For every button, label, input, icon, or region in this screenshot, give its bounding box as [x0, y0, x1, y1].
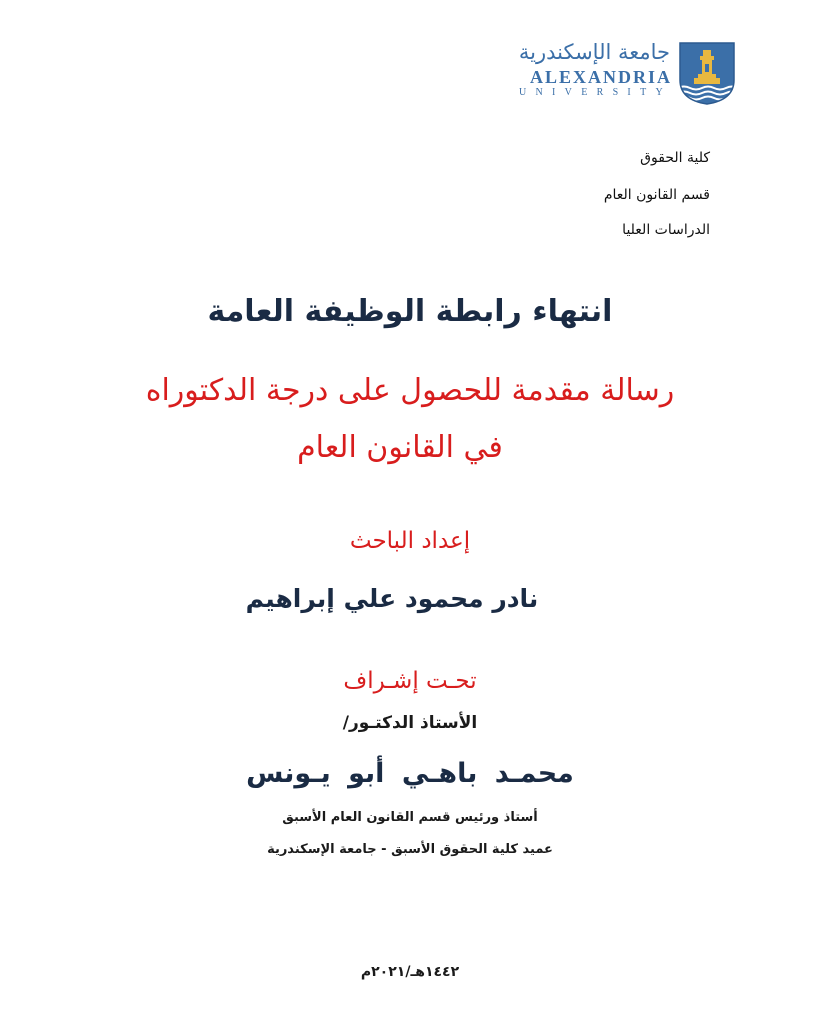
logo-english-text: ALEXANDRIA	[529, 67, 672, 87]
thesis-title: انتهاء رابطة الوظيفة العامة	[207, 294, 613, 329]
logo-arabic-text: جامعة الإسكندرية	[518, 40, 670, 64]
logo-university-text: UNIVERSITY	[519, 87, 672, 98]
department-line: قسم القانون العام	[603, 187, 710, 203]
author-name: نادر محمود علي إبراهيم	[245, 584, 539, 613]
logo-wordmark	[488, 38, 672, 108]
graduate-studies-line: الدراسات العليا	[622, 222, 710, 238]
thesis-purpose-line1: رسالة مقدمة للحصول على درجة الدكتوراه	[145, 373, 675, 408]
supervisor-credential-1: أستاذ ورئيس قسم القانون العام الأسبق	[282, 810, 538, 825]
publication-date: ١٤٤٢هـ/٢٠٢١م	[360, 964, 460, 980]
lighthouse-emblem-icon	[676, 40, 738, 106]
faculty-line: كلية الحقوق	[640, 150, 710, 166]
university-logo	[488, 38, 738, 108]
supervisor-credential-2: عميد كلية الحقوق الأسبق - جامعة الإسكندرية	[267, 842, 553, 857]
author-label: إعداد الباحث	[349, 528, 471, 554]
thesis-purpose-line2: في القانون العام	[297, 430, 503, 465]
supervisor-name: محمـد باهـي أبو يـونس	[246, 758, 574, 789]
supervisor-title: الأستاذ الدكتـور/	[342, 713, 478, 733]
supervision-label: تحـت إشـراف	[343, 668, 477, 694]
